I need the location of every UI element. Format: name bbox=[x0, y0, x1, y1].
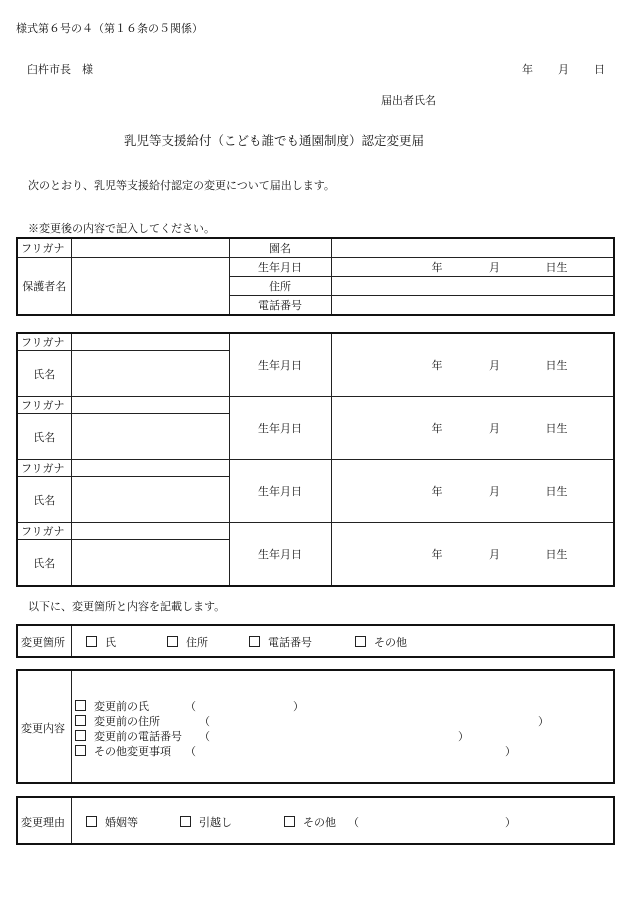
child-dob-year: 年 bbox=[431, 548, 443, 561]
change-location-label: 変更箇所 bbox=[21, 636, 65, 649]
child-dob-month: 月 bbox=[489, 422, 500, 435]
child-dob-day: 日生 bbox=[545, 548, 568, 561]
checkbox-icon bbox=[86, 636, 97, 647]
checkbox-icon bbox=[180, 816, 191, 827]
guardian-dob-field[interactable] bbox=[331, 258, 614, 277]
checkbox-icon bbox=[75, 745, 86, 756]
option-label: 引越し bbox=[199, 816, 232, 829]
child-name-label: 氏名 bbox=[17, 414, 71, 460]
change-reason-box bbox=[16, 796, 615, 845]
child-name-label: 氏名 bbox=[17, 477, 71, 523]
child-dob-label: 生年月日 bbox=[229, 397, 331, 460]
checkbox-icon bbox=[355, 636, 366, 647]
change-content-line-other[interactable] bbox=[75, 743, 171, 759]
child-name-label: 氏名 bbox=[17, 540, 71, 587]
checkbox-option-moving[interactable] bbox=[180, 814, 232, 830]
child-name-field[interactable] bbox=[71, 540, 229, 587]
child-furigana-label: フリガナ bbox=[17, 397, 71, 414]
child-furigana-label: フリガナ bbox=[17, 460, 71, 477]
guardian-name-label: 保護者名 bbox=[17, 258, 71, 316]
child-name-field[interactable] bbox=[71, 477, 229, 523]
address-label: 住所 bbox=[229, 277, 331, 296]
close-paren: ） bbox=[458, 730, 469, 743]
child-dob-label: 生年月日 bbox=[229, 460, 331, 523]
change-content-line-address[interactable] bbox=[75, 713, 160, 729]
child-dob-year: 年 bbox=[431, 422, 443, 435]
facility-label: 園名 bbox=[229, 238, 331, 258]
notifier-name-label: 届出者氏名 bbox=[381, 94, 436, 107]
date-day-label: 日 bbox=[594, 63, 605, 76]
checkbox-option-marriage[interactable] bbox=[86, 814, 138, 830]
guardian-furigana-field[interactable] bbox=[71, 238, 229, 258]
checkbox-option-surname[interactable] bbox=[86, 634, 116, 650]
change-content-line-phone[interactable] bbox=[75, 728, 182, 744]
open-paren: （ bbox=[348, 816, 359, 829]
child-dob-day: 日生 bbox=[545, 359, 568, 372]
checkbox-icon bbox=[75, 715, 86, 726]
guardian-dob-label: 生年月日 bbox=[229, 258, 331, 277]
page-title: 乳児等支援給付（こども誰でも通園制度）認定変更届 bbox=[124, 133, 425, 148]
children-table bbox=[16, 332, 615, 587]
child-furigana-field[interactable] bbox=[71, 460, 229, 477]
child-dob-field[interactable] bbox=[331, 397, 614, 460]
close-paren: ） bbox=[505, 745, 516, 758]
child-furigana-field[interactable] bbox=[71, 397, 229, 414]
child-dob-year: 年 bbox=[431, 359, 443, 372]
checkbox-icon bbox=[75, 730, 86, 741]
child-dob-field[interactable] bbox=[331, 333, 614, 397]
child-dob-field[interactable] bbox=[331, 460, 614, 523]
checkbox-icon bbox=[167, 636, 178, 647]
date-month-label: 月 bbox=[558, 63, 569, 76]
open-paren: （ bbox=[199, 715, 210, 728]
line-label: 変更前の住所 bbox=[94, 715, 160, 728]
phone-label: 電話番号 bbox=[229, 296, 331, 316]
option-label: 住所 bbox=[186, 636, 208, 649]
checkbox-icon bbox=[86, 816, 97, 827]
below-text: 以下に、変更箇所と内容を記載します。 bbox=[28, 600, 226, 613]
child-dob-label: 生年月日 bbox=[229, 333, 331, 397]
child-dob-month: 月 bbox=[489, 548, 500, 561]
checkbox-option-other[interactable] bbox=[355, 634, 407, 650]
change-location-box bbox=[16, 624, 615, 658]
child-dob-year: 年 bbox=[431, 485, 443, 498]
facility-field[interactable] bbox=[331, 238, 614, 258]
option-label: 氏 bbox=[105, 636, 116, 649]
guardian-name-field[interactable] bbox=[71, 258, 229, 316]
child-name-label: 氏名 bbox=[17, 351, 71, 397]
child-name-field[interactable] bbox=[71, 414, 229, 460]
child-dob-field[interactable] bbox=[331, 523, 614, 587]
option-label: 婚姻等 bbox=[105, 816, 138, 829]
open-paren: （ bbox=[185, 745, 196, 758]
checkbox-option-phone[interactable] bbox=[249, 634, 312, 650]
child-dob-month: 月 bbox=[489, 485, 500, 498]
child-dob-label: 生年月日 bbox=[229, 523, 331, 587]
child-furigana-label: フリガナ bbox=[17, 333, 71, 351]
option-label: その他 bbox=[303, 816, 336, 829]
change-content-line-surname[interactable] bbox=[75, 698, 149, 714]
close-paren: ） bbox=[538, 715, 549, 728]
line-label: 変更前の電話番号 bbox=[94, 730, 182, 743]
child-dob-day: 日生 bbox=[545, 422, 568, 435]
checkbox-icon bbox=[249, 636, 260, 647]
child-furigana-label: フリガナ bbox=[17, 523, 71, 540]
close-paren: ） bbox=[505, 816, 516, 829]
option-label: 電話番号 bbox=[268, 636, 312, 649]
addressee: 臼杵市長 様 bbox=[27, 63, 93, 76]
intro-text: 次のとおり、乳児等支援給付認定の変更について届出します。 bbox=[28, 179, 335, 192]
checkbox-icon bbox=[75, 700, 86, 711]
address-field[interactable] bbox=[331, 277, 614, 296]
guardian-dob-year: 年 bbox=[431, 261, 443, 274]
child-furigana-field[interactable] bbox=[71, 333, 229, 351]
note-text: ※変更後の内容で記入してください。 bbox=[28, 222, 215, 235]
child-dob-day: 日生 bbox=[545, 485, 568, 498]
line-label: 変更前の氏 bbox=[94, 700, 149, 713]
child-furigana-field[interactable] bbox=[71, 523, 229, 540]
child-name-field[interactable] bbox=[71, 351, 229, 397]
close-paren: ） bbox=[293, 700, 304, 713]
child-dob-month: 月 bbox=[489, 359, 500, 372]
phone-field[interactable] bbox=[331, 296, 614, 316]
open-paren: （ bbox=[185, 700, 196, 713]
change-content-box bbox=[16, 669, 615, 784]
option-label: その他 bbox=[374, 636, 407, 649]
date-year-label: 年 bbox=[522, 63, 533, 76]
line-label: その他変更事項 bbox=[94, 745, 171, 758]
checkbox-option-address[interactable] bbox=[167, 634, 208, 650]
guardian-dob-day: 日生 bbox=[545, 261, 568, 274]
guardian-dob-month: 月 bbox=[489, 261, 500, 274]
open-paren: （ bbox=[199, 730, 210, 743]
guardian-furigana-label: フリガナ bbox=[17, 238, 71, 258]
checkbox-icon bbox=[284, 816, 295, 827]
change-reason-label: 変更理由 bbox=[21, 816, 65, 829]
checkbox-option-other[interactable] bbox=[284, 814, 336, 830]
form-number: 様式第６号の４（第１６条の５関係） bbox=[16, 22, 203, 35]
change-content-label: 変更内容 bbox=[21, 722, 65, 735]
guardian-table bbox=[16, 237, 615, 316]
